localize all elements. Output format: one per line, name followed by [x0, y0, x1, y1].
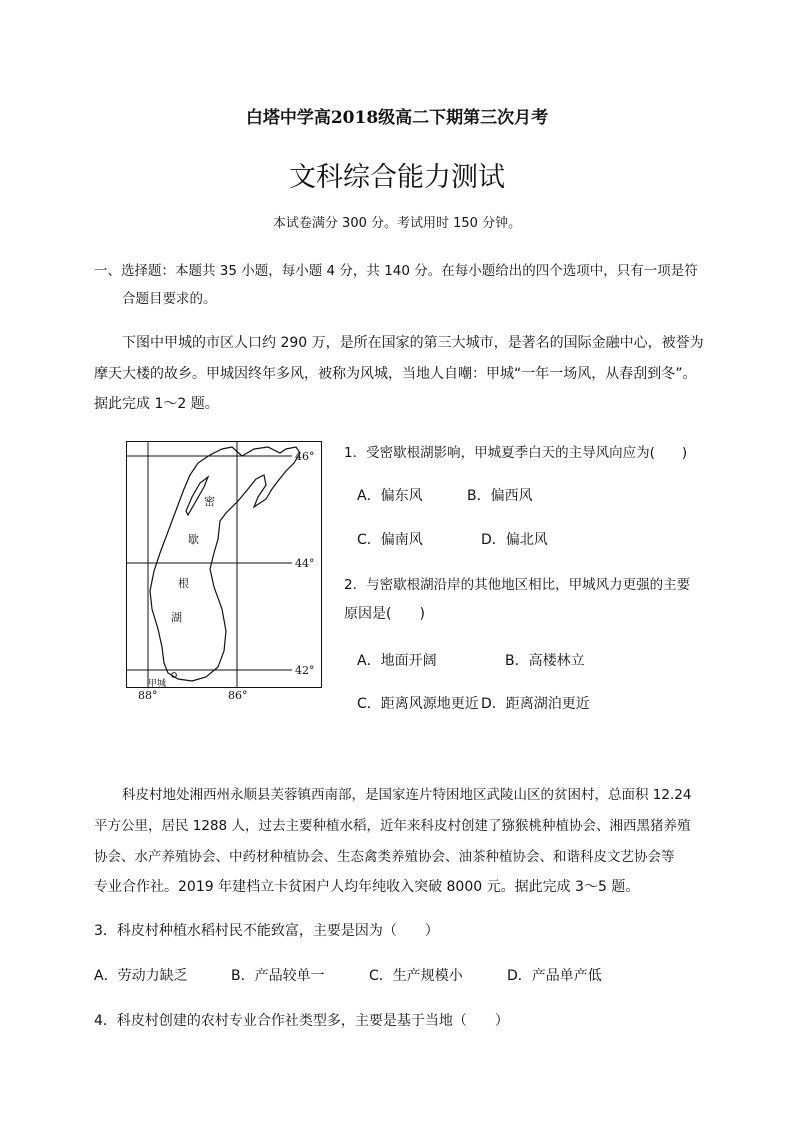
q1-option-d: D．偏北风 — [481, 532, 548, 548]
label-42: 42° — [295, 664, 315, 677]
lake-name-char-2: 歇 — [188, 533, 199, 546]
lake-name-char-4: 湖 — [171, 611, 182, 624]
school-exam-title: 白塔中学高2018级高二下期第三次月考 — [245, 108, 549, 128]
q1-option-a: A．偏东风 — [357, 488, 423, 504]
lake-name-char-1: 密 — [204, 495, 215, 508]
q2-option-c: C．距离风源地更近 — [357, 696, 479, 712]
q1-stem: 1．受密歇根湖影响，甲城夏季白天的主导风向应为( ) — [344, 445, 688, 461]
lake-michigan-outline — [150, 447, 300, 681]
q2-option-a: A．地面开阔 — [357, 653, 437, 669]
passage1-line-2: 摩天大楼的故乡。甲城因终年多风，被称为风城，当地人自嘲：甲城“一年一场风，从春刮到冬”。 — [94, 366, 697, 382]
q1-option-c: C．偏南风 — [357, 532, 423, 548]
passage2-line-4: 专业合作社。2019 年建档立卡贫困户人均年纯收入突破 8000 元。据此完成 3～5 题。 — [94, 879, 640, 895]
label-86: 86° — [228, 689, 248, 702]
q3-option-c: C．生产规模小 — [369, 968, 463, 984]
label-88: 88° — [138, 689, 158, 702]
passage2-line-2: 平方公里，居民 1288 人，过去主要种植水稻，近年来科皮村创建了猕猴桃种植协会、湘西黑猪养殖 — [94, 818, 691, 834]
q2-option-d: D．距离湖泊更近 — [481, 696, 590, 712]
q2-option-b: B．高楼林立 — [505, 653, 585, 669]
q2-stem-line-2: 原因是( ) — [344, 606, 425, 622]
section-instruction-line-2: 合题目要求的。 — [122, 291, 217, 307]
q1-option-b: B．偏西风 — [467, 488, 533, 504]
label-46: 46° — [295, 450, 315, 463]
q2-stem-line-1: 2．与密歇根湖沿岸的其他地区相比，甲城风力更强的主要 — [344, 577, 691, 593]
q3-option-b: B．产品较单一 — [231, 968, 325, 984]
q3-stem: 3．科皮村种植水稻村民不能致富，主要是因为（ ） — [94, 923, 439, 939]
lake-name-char-3: 根 — [178, 577, 189, 590]
label-44: 44° — [295, 557, 315, 570]
q3-option-d: D．产品单产低 — [507, 968, 602, 984]
lake-michigan-map — [126, 441, 322, 702]
exam-subject-title: 文科综合能力测试 — [289, 162, 505, 193]
city-jia-label: 甲城 — [148, 679, 167, 689]
section-instruction-line-1: 一、选择题：本题共 35 小题，每小题 4 分，共 140 分。在每小题给出的四个选项中，只有一项是符 — [94, 263, 698, 279]
exam-note: 本试卷满分 300 分。考试用时 150 分钟。 — [272, 216, 522, 231]
passage2-line-3: 协会、水产养殖协会、中药材种植协会、生态禽类养殖协会、油茶种植协会、和谐科皮文艺协会等 — [94, 849, 675, 865]
passage1-line-1: 下图中甲城的市区人口约 290 万，是所在国家的第三大城市，是著名的国际金融中心，被誉为 — [122, 335, 704, 351]
passage1-line-3: 据此完成 1～2 题。 — [94, 396, 219, 412]
q3-option-a: A．劳动力缺乏 — [94, 968, 188, 984]
passage2-line-1: 科皮村地处湘西州永顺县芙蓉镇西南部，是国家连片特困地区武陵山区的贫困村，总面积 12.24 — [122, 787, 692, 803]
q4-stem: 4．科皮村创建的农村专业合作社类型多，主要是基于当地（ ） — [94, 1013, 509, 1029]
